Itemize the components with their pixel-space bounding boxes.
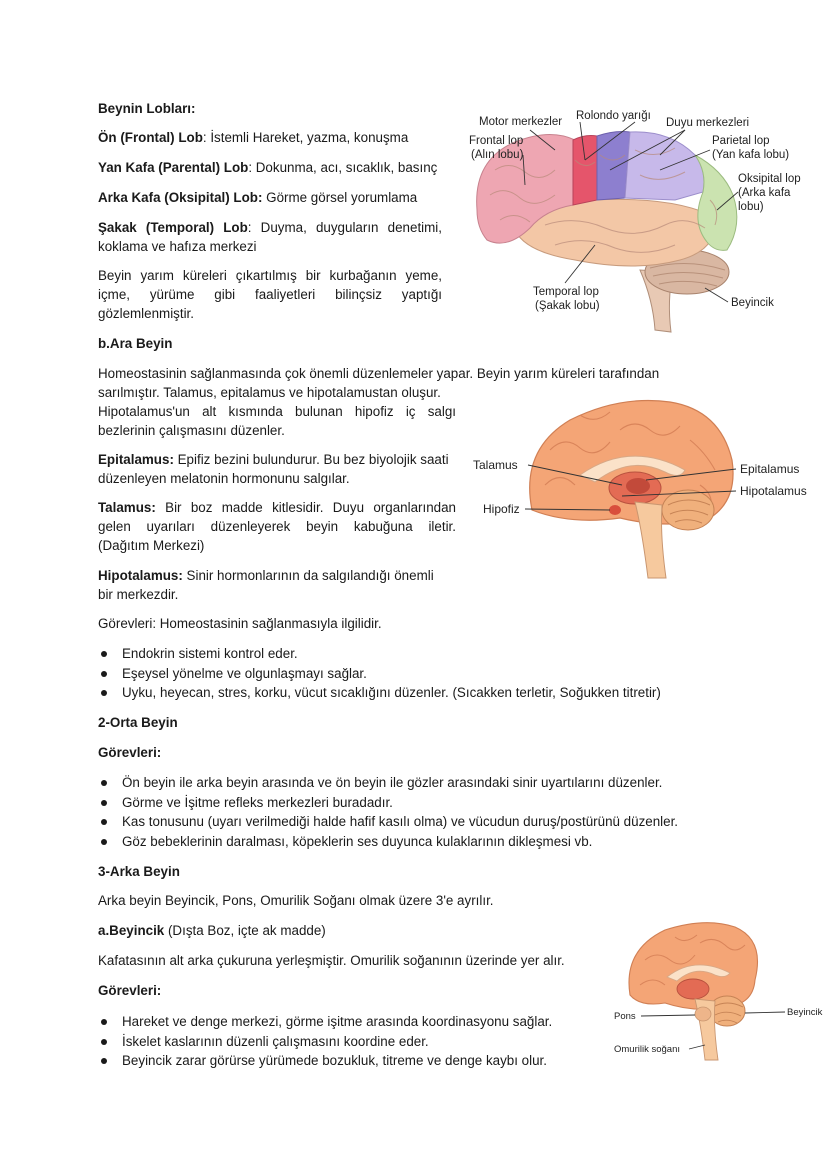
frontal-label-2: (Alın lobu) [471,149,524,161]
list-item: Uyku, heyecan, stres, korku, vücut sıcaklığını düzenler. (Sıcakken terletir, Soğukken titretir) [98,683,661,703]
arabeyin-p1-1: Homeostasinin sağlanmasında çok önemli düzenlemeler yapar. Beyin yarım küreleri tarafından [98,366,660,381]
lobes-heading: Beynin Lobları: [98,101,196,116]
hipotalamus-text-2: bir merkezdir. [98,587,179,602]
occipital-lobe-line: Arka Kafa (Oksipital) Lob: Görme görsel yorumlama [98,190,418,205]
frontal-label-1: Frontal lop [469,135,524,147]
talamus-label: Talamus [473,458,518,472]
hipotalamus-label: Hipotalamus [740,484,807,498]
beyincik-heading: a.Beyincik (Dışta Boz, içte ak madde) [98,923,326,938]
occipital-label-1: Oksipital lop [738,173,801,185]
rolando-label: Rolondo yarığı [576,110,651,122]
occipital-label-2: (Arka kafa [738,187,791,199]
temporal-label-1: Temporal lop [533,286,599,298]
epitalamus-label: Epitalamus [740,462,800,476]
arkabeyin-heading: 3-Arka Beyin [98,864,180,879]
arabeyin-duties-list [98,644,661,703]
list-item: Hareket ve denge merkezi, görme işitme arasında koordinasyonu sağlar. [98,1012,552,1032]
talamus-text-2: gelen uyarıları düzenleyerek beyin kabuğuna iletir. [98,519,456,534]
list-item: Kas tonusunu (uyarı verilmediği halde hafif kasılı olma) ve vücudun duruş/postürünü düzenler. [98,812,678,832]
temporal-lobe-line-2: koklama ve hafıza merkezi [98,239,257,254]
list-item: Eşeysel yönelme ve olgunlaşmayı sağlar. [98,664,661,684]
parietal-label-1: Parietal lop [712,135,770,147]
frontal-lobe-line: Ön (Frontal) Lob: İstemli Hareket, yazma, konuşma [98,130,409,145]
list-item: Ön beyin ile arka beyin arasında ve ön beyin ile gözler arasındaki sinir uyartılarını düzenler. [98,773,678,793]
arabeyin-heading: b.Ara Beyin [98,336,173,351]
list-item: Göz bebeklerinin daralması, köpeklerin ses duyunca kulaklarının dikleşmesi vb. [98,832,678,852]
arabeyin-p1-2: sarılmıştır. Talamus, epitalamus ve hipotalamustan oluşur. [98,385,441,400]
ortabeyin-duties-heading: Görevleri: [98,745,162,760]
list-item: Görme ve İşitme refleks merkezleri buradadır. [98,793,678,813]
frog-text-1: Beyin yarım küreleri çıkartılmış bir kurbağanın yeme, [98,268,442,283]
talamus-text-3: (Dağıtım Merkezi) [98,538,205,553]
arkabeyin-duties-heading: Görevleri: [98,983,162,998]
temporal-lobe-line: Şakak (Temporal) Lob: Duyma, duyguların denetimi, [98,220,442,235]
parietal-label-2: (Yan kafa lobu) [712,149,790,161]
frog-text-3: gözlemlenmiştir. [98,306,194,321]
list-item: Endokrin sistemi kontrol eder. [98,644,661,664]
parietal-lobe-line: Yan Kafa (Parental) Lob: Dokunma, acı, sıcaklık, basınç [98,160,438,175]
list-item: Beyincik zarar görürse yürümede bozukluk, titreme ve denge kaybı olur. [98,1051,552,1071]
hipotalamus-text-1: Hipotalamus: Sinir hormonlarının da salgılandığı önemli [98,568,434,583]
epitalamus-text-2: düzenleyen melatonin hormonunu salgılar. [98,471,350,486]
ortabeyin-heading: 2-Orta Beyin [98,715,178,730]
arabeyin-duties-intro: Görevleri: Homeostasinin sağlanmasıyla ilgilidir. [98,616,382,631]
list-item: İskelet kaslarının düzenli çalışmasını koordine eder. [98,1032,552,1052]
beyincik-fig-label: Beyincik [787,1007,823,1018]
ortabeyin-duties-list [98,773,678,851]
motor-label: Motor merkezler [479,116,563,128]
epitalamus-text-1: Epitalamus: Epifiz bezini bulundurur. Bu bez biyolojik saati [98,452,449,467]
pons-label: Pons [614,1011,636,1022]
hipofiz-label: Hipofiz [483,502,520,516]
brain-lobes-figure [455,100,828,340]
arabeyin-p1-4: bezlerinin çalışmasını düzenler. [98,423,285,438]
occipital-label-3: lobu) [738,201,764,213]
frog-text-2: içme, yürüme gibi faaliyetleri bilinçsiz yaptığı [98,287,442,302]
diencephalon-figure [470,390,828,585]
talamus-text-1: Talamus: Bir boz madde kitlesidir. Duyu organlarından [98,500,456,515]
arkabeyin-intro: Arka beyin Beyincik, Pons, Omurilik Soğanı olmak üzere 3'e ayrılır. [98,893,494,908]
omurilik-label: Omurilik soğanı [614,1044,680,1055]
hindbrain-figure [605,915,828,1065]
cerebellum-label: Beyincik [731,297,774,309]
arabeyin-p1-3: Hipotalamus'un alt kısmında bulunan hipofiz iç salgı [98,404,456,419]
temporal-label-2: (Şakak lobu) [535,300,600,312]
arkabeyin-duties-list [98,1012,552,1071]
beyincik-location: Kafatasının alt arka çukuruna yerleşmiştir. Omurilik soğanının üzerinde yer alır. [98,953,565,968]
sensory-label: Duyu merkezleri [666,117,750,129]
